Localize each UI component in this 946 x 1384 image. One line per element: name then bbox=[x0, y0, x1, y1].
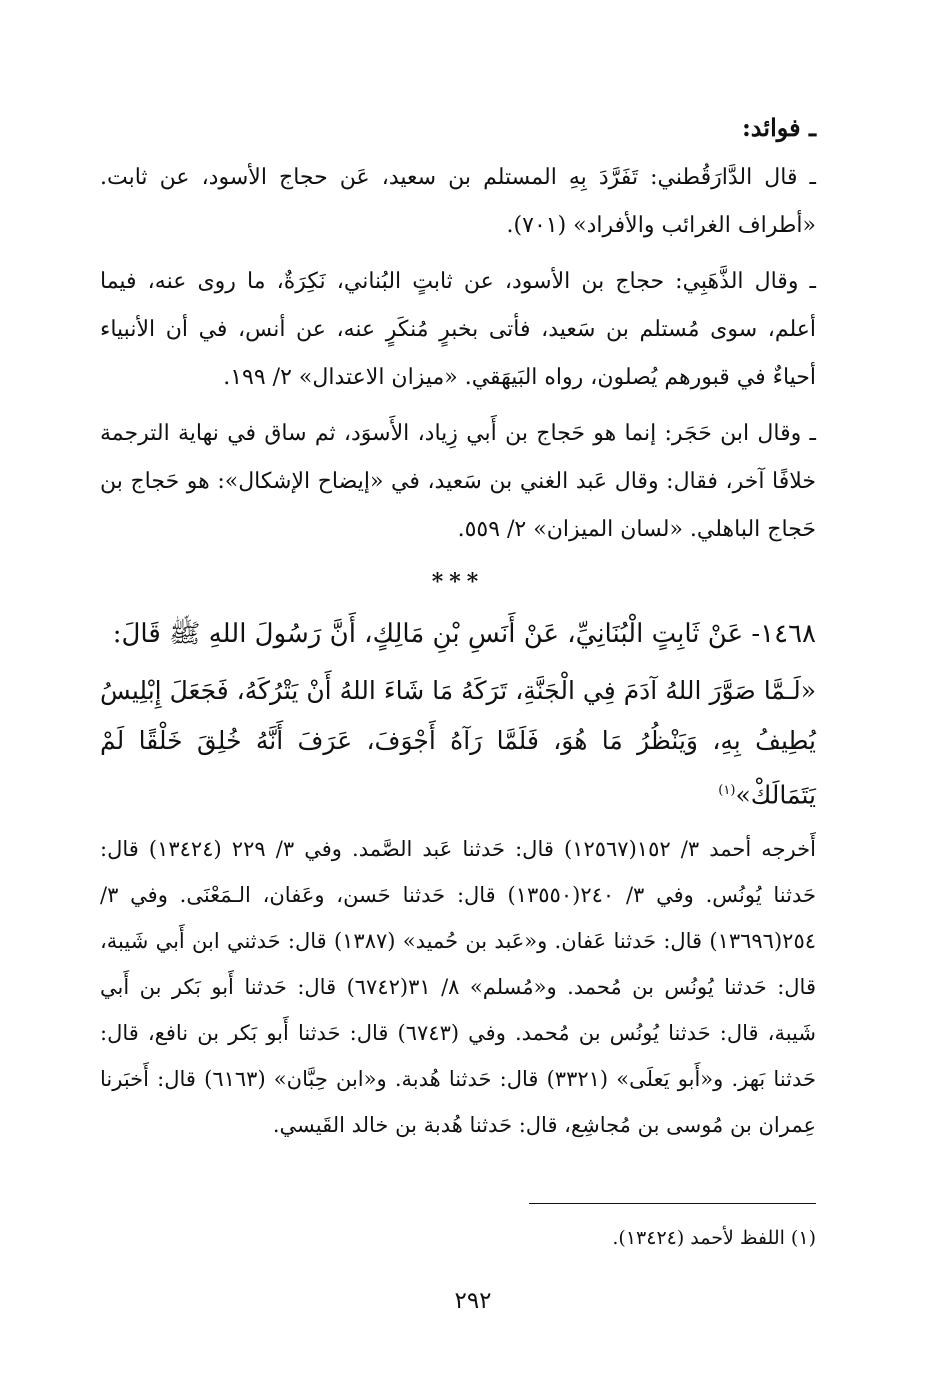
fawaid-paragraph-dhahabi: ـ وقال الذَّهَبِي: حجاج بن الأسود، عن ثابتٍ البُناني، نَكِرَةٌ، ما روى عنه، فيما أعلم، سوى مُستلم بن سَعيد، فأتى بخبرٍ مُنكَرٍ عنه، عن أنس، في أن الأنبياء أحياءٌ في قبورهم يُصلون، رواه البَيهَقي. «ميزان الاعتدال» ٢/ ١٩٩. bbox=[100, 269, 816, 390]
fawaid-heading: ـ فوائد: bbox=[741, 113, 816, 142]
takhrij-paragraph: أَخرجه أحمد ٣/ ١٥٢(١٢٥٦٧) قال: حَدثنا عَبد الصَّمد. وفي ٣/ ٢٢٩ (١٣٤٢٤) قال: حَدثنا يُونُس. وفي ٣/ ٢٤٠(١٣٥٥٠) قال: حَدثنا حَسن، وعَفان، الـمَعْنَى. وفي ٣/ ٢٥٤(١٣٦٩٦) قال: حَدثنا عَفان. و«عَبد بن حُميد» (١٣٨٧) قال: حَدثني ابن أَبي شَيبة، قال: حَدثنا يُونُس بن مُحمد. و«مُسلم» ٨/ ٣١(٦٧٤٢) قال: حَدثنا أَبو بَكر بن أَبي شَيبة، قال: حَدثنا يُونُس بن مُحمد. وفي (٦٧٤٣) قال: حَدثنا أَبو بَكر بن نافع، قال: حَدثنا بَهز. و«أَبو يَعلَى» (٣٣٢١) قال: حَدثنا هُدبة. و«ابن حِبَّان» (٦١٦٣) قال: أَخبَرنا عِمران بن مُوسى بن مُجاشِع، قال: حَدثنا هُدبة بن خالد القَيسي. bbox=[100, 837, 817, 1138]
footnote: (١) اللفظ لأحمد (١٣٤٢٤). bbox=[612, 1227, 816, 1249]
footnote-reference[interactable]: (١) bbox=[718, 783, 736, 798]
fawaid-paragraph-daraqutni: ـ قال الدَّارَقُطني: تَفَرَّدَ بِهِ المستلم بن سعيد، عَن حجاج الأسود، عن ثابت. «أطراف الغرائب والأفراد» (٧٠١). bbox=[100, 165, 816, 238]
fawaid-paragraph-ibn-hajar: ـ وقال ابن حَجَر: إنما هو حَجاج بن أَبي زِياد، الأَسوَد، ثم ساق في نهاية الترجمة خلافًا آخر، فقال: وقال عَبد الغني بن سَعيد، في «إيضاح الإشكال»: هو حَجاج بن حَجاج الباهلي. «لسان الميزان» ٢/ ٥٥٩. bbox=[100, 421, 816, 542]
hadith-text bbox=[100, 666, 816, 820]
footnote-divider bbox=[529, 1203, 816, 1204]
hadith-heading: ١٤٦٨- عَنْ ثَابِتٍ الْبُنَانِيِّ، عَنْ أَنَسِ بْنِ مَالِكٍ، أَنَّ رَسُولَ اللهِ ﷺ قَالَ: bbox=[112, 619, 816, 649]
page-body bbox=[100, 108, 816, 1148]
section-separator: *** bbox=[431, 569, 485, 595]
page-number: ٢٩٢ bbox=[454, 1288, 492, 1314]
hadith-matn: «لَـمَّا صَوَّرَ اللهُ آدَمَ فِي الْجَنَّةِ، تَرَكَهُ مَا شَاءَ اللهُ أَنْ يَتْرُكَهُ، فَجَعَلَ إِبْلِيسُ يُطِيفُ بِهِ، وَيَنْظُرُ مَا هُوَ، فَلَمَّا رَآهُ أَجْوَفَ، عَرَفَ أَنَّهُ خُلِقَ خَلْقًا لَمْ يَتَمَالَكْ» bbox=[100, 676, 816, 810]
